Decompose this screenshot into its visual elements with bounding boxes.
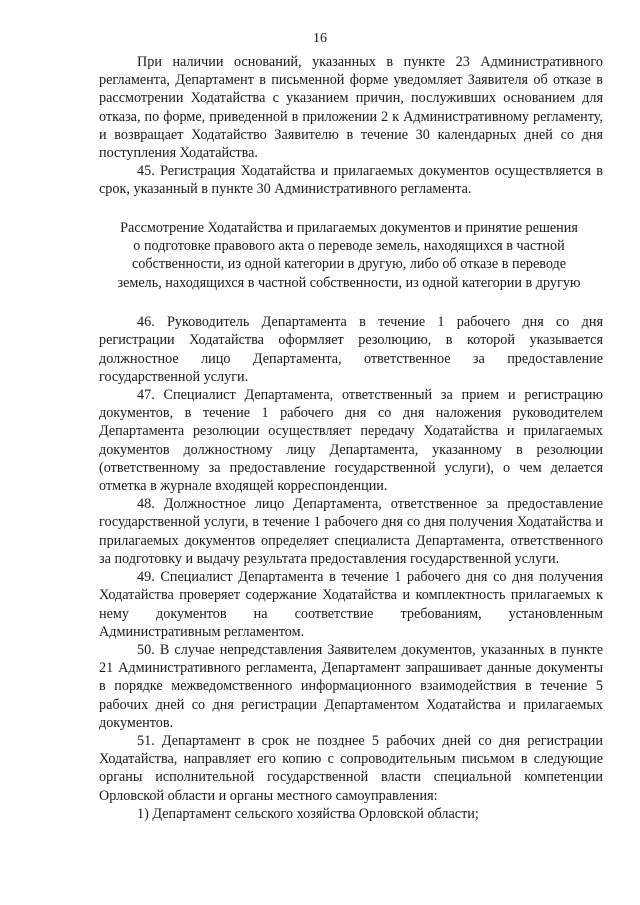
- heading-line: о подготовке правового акта о переводе земель, находящихся в частной: [133, 238, 565, 255]
- paragraph-47: 47. Специалист Департамента, ответственный за прием и регистрацию документов, в течение 1 рабочего дня со дня наложения руководителем Департамента резолюции осуществляет передачу Ходатайства и прилагаемых документов должностному лицу Департамента, указанному в резолюции (ответственному за предоставление государственной услуги), о чем делается отметка в журнале входящей корреспонденции.: [99, 387, 603, 495]
- heading-line: земель, находящихся в частной собственности, из одной категории в другую: [117, 274, 581, 291]
- paragraph-refusal-notice: При наличии оснований, указанных в пункте 23 Административного регламента, Департамент в письменной форме уведомляет Заявителя об отказе в рассмотрении Ходатайства с указанием причин, послуживших основанием для отказа, по форме, приведенной в приложении 2 к Административному регламенту, и возвращает Ходатайство Заявителю в течение 30 календарных дней со дня поступления Ходатайства.: [99, 54, 603, 162]
- page-number: 16: [313, 31, 327, 46]
- heading-line: собственности, из одной категории в другую, либо об отказе в переводе: [131, 256, 567, 273]
- heading-line: Рассмотрение Ходатайства и прилагаемых документов и принятие решения: [120, 219, 578, 236]
- paragraph-50: 50. В случае непредставления Заявителем документов, указанных в пункте 21 Административного регламента, Департамент запрашивает данные документы в порядке межведомственного информационного взаимодействия в течение 5 рабочих дней со дня регистрации Департаментом Ходатайства и прилагаемых документов.: [99, 641, 603, 731]
- paragraph-45: 45. Регистрация Ходатайства и прилагаемых документов осуществляется в срок, указанный в пункте 30 Административного регламента.: [99, 163, 603, 198]
- section-heading: [95, 219, 603, 293]
- paragraph-51: 51. Департамент в срок не позднее 5 рабочих дней со дня регистрации Ходатайства, направляет его копию с сопроводительным письмом в следующие органы исполнительной государственной власти специальной компетенции Орловской области и органы местного самоуправления:: [99, 732, 603, 804]
- list-item: 1) Департамент сельского хозяйства Орловской области;: [137, 805, 479, 822]
- paragraph-48: 48. Должностное лицо Департамента, ответственное за предоставление государственной услуги, в течение 1 рабочего дня со дня получения Ходатайства и прилагаемых документов определяет специалиста Департамента, ответственного за подготовку и выдачу результата предоставления государственной услуги.: [99, 496, 603, 567]
- paragraph-49: 49. Специалист Департамента в течение 1 рабочего дня со дня получения Ходатайства проверяет содержание Ходатайства и комплектность прилагаемых к нему документов на соответствие требованиям, установленным Административным регламентом.: [99, 569, 603, 640]
- paragraph-46: 46. Руководитель Департамента в течение 1 рабочего дня со дня регистрации Ходатайства оформляет резолюцию, в которой указывается должностное лицо Департамента, ответственное за предоставление государственной услуги.: [99, 314, 603, 385]
